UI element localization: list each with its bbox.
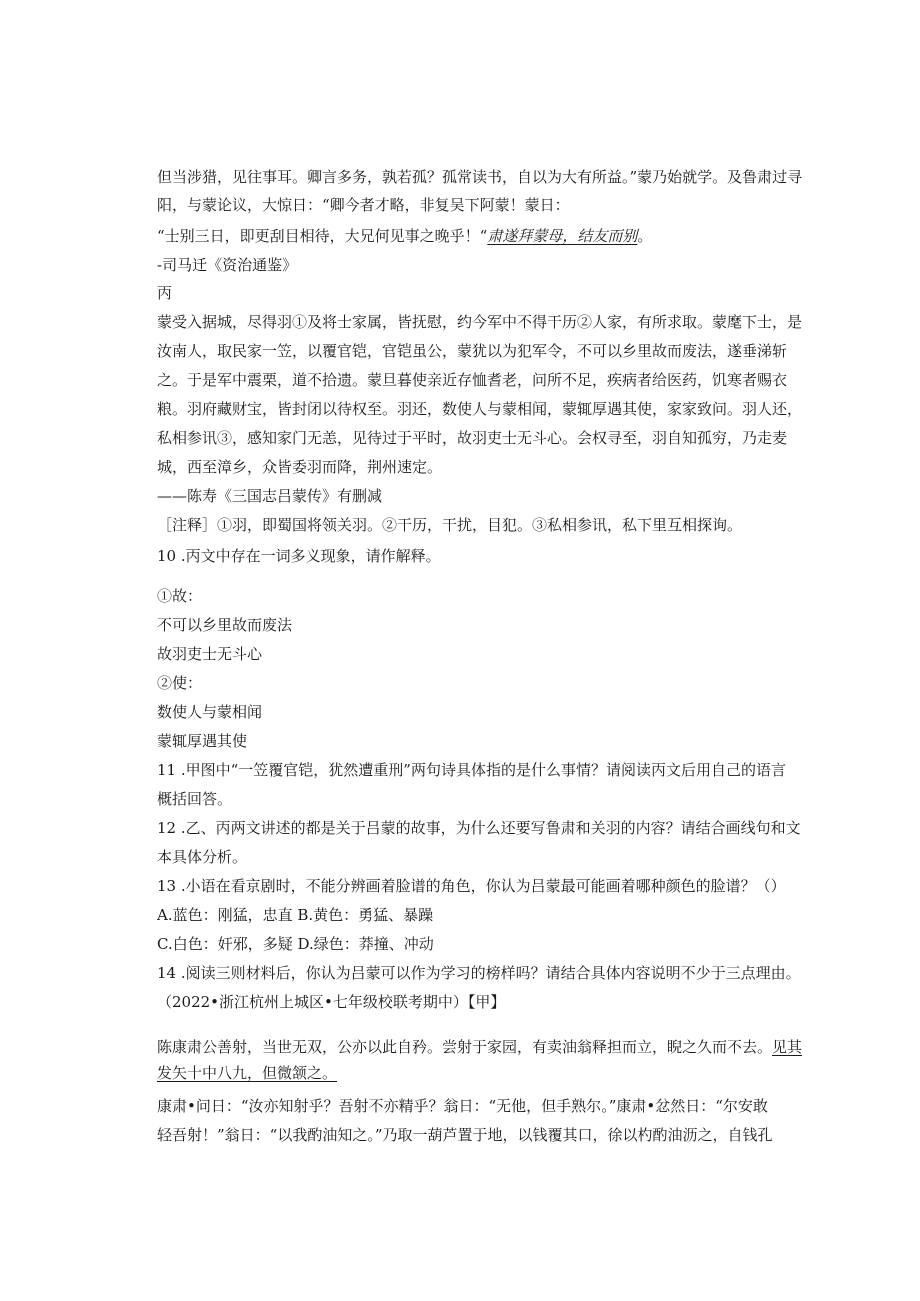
text-line: 汝南人，取民家一笠，以覆官铠，官铠虽公，蒙犹以为犯军令，不可以乡里故而废法，遂垂涕斩 (157, 342, 788, 360)
text-line: 故羽吏士无斗心 (157, 645, 263, 663)
question-14: 14 .阅读三则材料后，你认为吕蒙可以作为学习的榜样吗？请结合具体内容说明不少于三点理由。 (157, 964, 801, 982)
option-line: A.蓝色：刚猛，忠直 B.黄色：勇猛、暴躁 (157, 906, 434, 924)
text-line: 数使人与蒙相闻 (157, 703, 263, 721)
text-line: 城，西至漳乡，众皆委羽而降，荆州速定。 (157, 458, 443, 476)
text-line: 粮。羽府藏财宝，皆封闭以待权至。羽还，数使人与蒙相闻，蒙辄厚遇其使，家家致问。羽人还， (157, 400, 803, 418)
text-line: 康肃•问日：“汝亦知射乎？吾射不亦精乎？翁日：“无他，但手熟尔。”康肃•忿然日：“尔安敢 (157, 1097, 768, 1115)
text-line: “士别三日，即更刮目相待，大兄何见事之晚乎！“肃遂拜蒙母，结友而别。 (157, 227, 653, 245)
text-line: 之。于是军中震栗，道不拾遗。蒙旦暮使亲近存恤耆老，问所不足，疾病者给医药，饥寒者赐衣 (157, 371, 788, 389)
underlined-sentence: 见其 (772, 1038, 803, 1056)
text-line: 陈康肃公善射，当世无双，公亦以此自矜。尝射于家园，有卖油翁释担而立，睨之久而不去。见其 (157, 1038, 803, 1056)
text-line: 蒙受入据城，尽得羽①及将士家属，皆抚慰，约今军中不得干历②人家，有所求取。蒙麾下士，是 (157, 313, 803, 331)
annotation-line: ［注释］①羽，即蜀国将领关羽。②干历，干扰，目犯。③私相参讯，私下里互相探询。 (157, 516, 743, 534)
section-label: 丙 (157, 284, 173, 302)
source-line: ——陈寿《三国志吕蒙传》有删减 (157, 487, 383, 505)
option-line: C.白色：奸邪，多疑 D.绿色：莽撞、冲动 (157, 935, 434, 953)
text-line: 本具体分析。 (157, 848, 248, 866)
source-line: -司马迁《资治通鉴》 (157, 256, 298, 274)
text-line: 阳，与蒙论议，大惊日：“卿今者才略，非复吴下阿蒙！蒙日： (157, 196, 570, 214)
sub-label: ①故： (157, 587, 203, 605)
text-line: 轻吾射！”翁日：“以我酌油知之。”乃取一葫芦置于地，以钱覆其口，徐以杓酌油沥之，自钱孔 (157, 1126, 773, 1144)
question-13: 13 .小语在看京剧时，不能分辨画着脸谱的角色，你认为吕蒙最可能画着哪种颜色的脸谱？（） (157, 877, 786, 895)
text-line: 但当涉猎，见往事耳。卿言多务，孰若孤？孤常读书，自以为大有所益。”蒙乃始就学。及鲁肃过寻 (157, 168, 803, 186)
underlined-sentence: 肃遂拜蒙母， (487, 227, 578, 245)
text-line: 不可以乡里故而废法 (157, 616, 293, 634)
underlined-sentence: 发矢十中八九，但微颔之。 (157, 1064, 338, 1082)
question-10: 10 .丙文中存在一词多义现象，请作解释。 (157, 547, 441, 565)
question-11: 11 .甲图中“一笠覆官铠，犹然遭重刑”两句诗具体指的是什么事情？请阅读丙文后用自己的语言 (157, 761, 786, 779)
text-line: 概括回答。 (157, 790, 233, 808)
text-line: 蒙辄厚遇其使 (157, 732, 248, 750)
underlined-sentence: 结友而别 (577, 227, 638, 245)
source-header: （2022•浙江杭州上城区•七年级校联考期中）【甲】 (157, 993, 506, 1011)
sub-label: ②使： (157, 674, 203, 692)
question-12: 12 .乙、丙两文讲述的都是关于吕蒙的故事，为什么还要写鲁肃和关羽的内容？请结合画线句和文 (157, 819, 801, 837)
text-line: 私相参讯③，感知家门无恙，见待过于平时，故羽吏士无斗心。会权寻至，羽自知孤穷，乃走麦 (157, 429, 788, 447)
